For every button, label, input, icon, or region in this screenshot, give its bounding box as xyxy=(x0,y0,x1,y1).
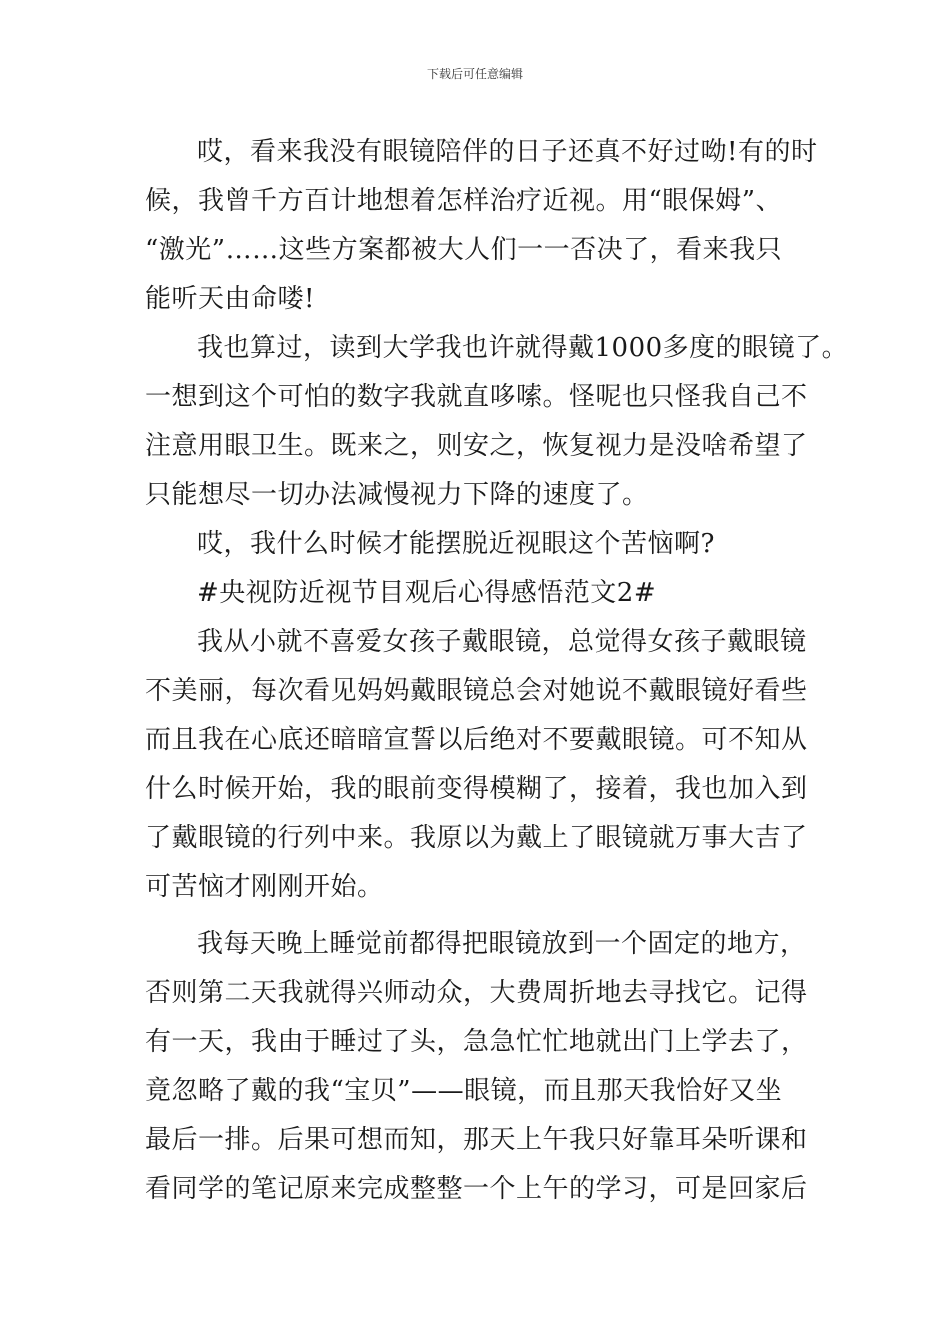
text-line: 最后一排。后果可想而知，那天上午我只好靠耳朵听课和 xyxy=(145,1125,808,1155)
article-body xyxy=(145,128,849,1214)
paragraph xyxy=(145,920,810,1214)
paragraph xyxy=(145,128,818,324)
paragraph xyxy=(145,520,810,569)
text-line: 只能想尽一切办法减慢视力下降的速度了。 xyxy=(145,480,649,510)
text-line: #央视防近视节目观后心得感悟范文2# xyxy=(197,578,657,608)
text-line: 了戴眼镜的行列中来。我原以为戴上了眼镜就万事大吉了 xyxy=(145,823,808,853)
text-line: 我每天晚上睡觉前都得把眼镜放到一个固定的地方， xyxy=(197,929,807,959)
text-line: 候，我曾千方百计地想着怎样治疗近视。用“眼保姆”、 xyxy=(145,186,783,216)
text-line: 我从小就不喜爱女孩子戴眼镜，总觉得女孩子戴眼镜 xyxy=(197,627,807,657)
text-line: 否则第二天我就得兴师动众，大费周折地去寻找它。记得 xyxy=(145,978,808,1008)
text-line: 什么时候开始，我的眼前变得模糊了，接着，我也加入到 xyxy=(145,774,808,804)
text-line: 可苦恼才刚刚开始。 xyxy=(145,872,384,902)
text-line: 竟忽略了戴的我“宝贝”——眼镜，而且那天我恰好又坐 xyxy=(145,1076,783,1106)
text-line: 注意用眼卫生。既来之，则安之，恢复视力是没啥希望了 xyxy=(145,431,808,461)
paragraph-gap xyxy=(145,912,810,920)
text-line: 而且我在心底还暗暗宣誓以后绝对不要戴眼镜。可不知从 xyxy=(145,725,808,755)
text-line: 我也算过，读到大学我也许就得戴1000多度的眼镜了。 xyxy=(197,333,849,363)
text-line: 看同学的笔记原来完成整整一个上午的学习，可是回家后 xyxy=(145,1174,808,1204)
text-line: 哎，我什么时候才能摆脱近视眼这个苦恼啊? xyxy=(197,529,715,559)
section-heading xyxy=(145,569,810,618)
text-line: 一想到这个可怕的数字我就直哆嗦。怪呢也只怪我自己不 xyxy=(145,382,808,412)
paragraph xyxy=(145,324,849,520)
text-line: 不美丽，每次看见妈妈戴眼镜总会对她说不戴眼镜好看些 xyxy=(145,676,808,706)
text-line: 能听天由命喽! xyxy=(145,284,315,314)
paragraph xyxy=(145,618,810,912)
text-line: 有一天，我由于睡过了头，急急忙忙地就出门上学去了， xyxy=(145,1027,808,1057)
page-header: 下载后可任意编辑 xyxy=(426,67,523,81)
text-line: 哎，看来我没有眼镜陪伴的日子还真不好过呦!有的时 xyxy=(197,137,818,167)
text-line: “激光”……这些方案都被大人们一一否决了，看来我只 xyxy=(145,235,783,265)
